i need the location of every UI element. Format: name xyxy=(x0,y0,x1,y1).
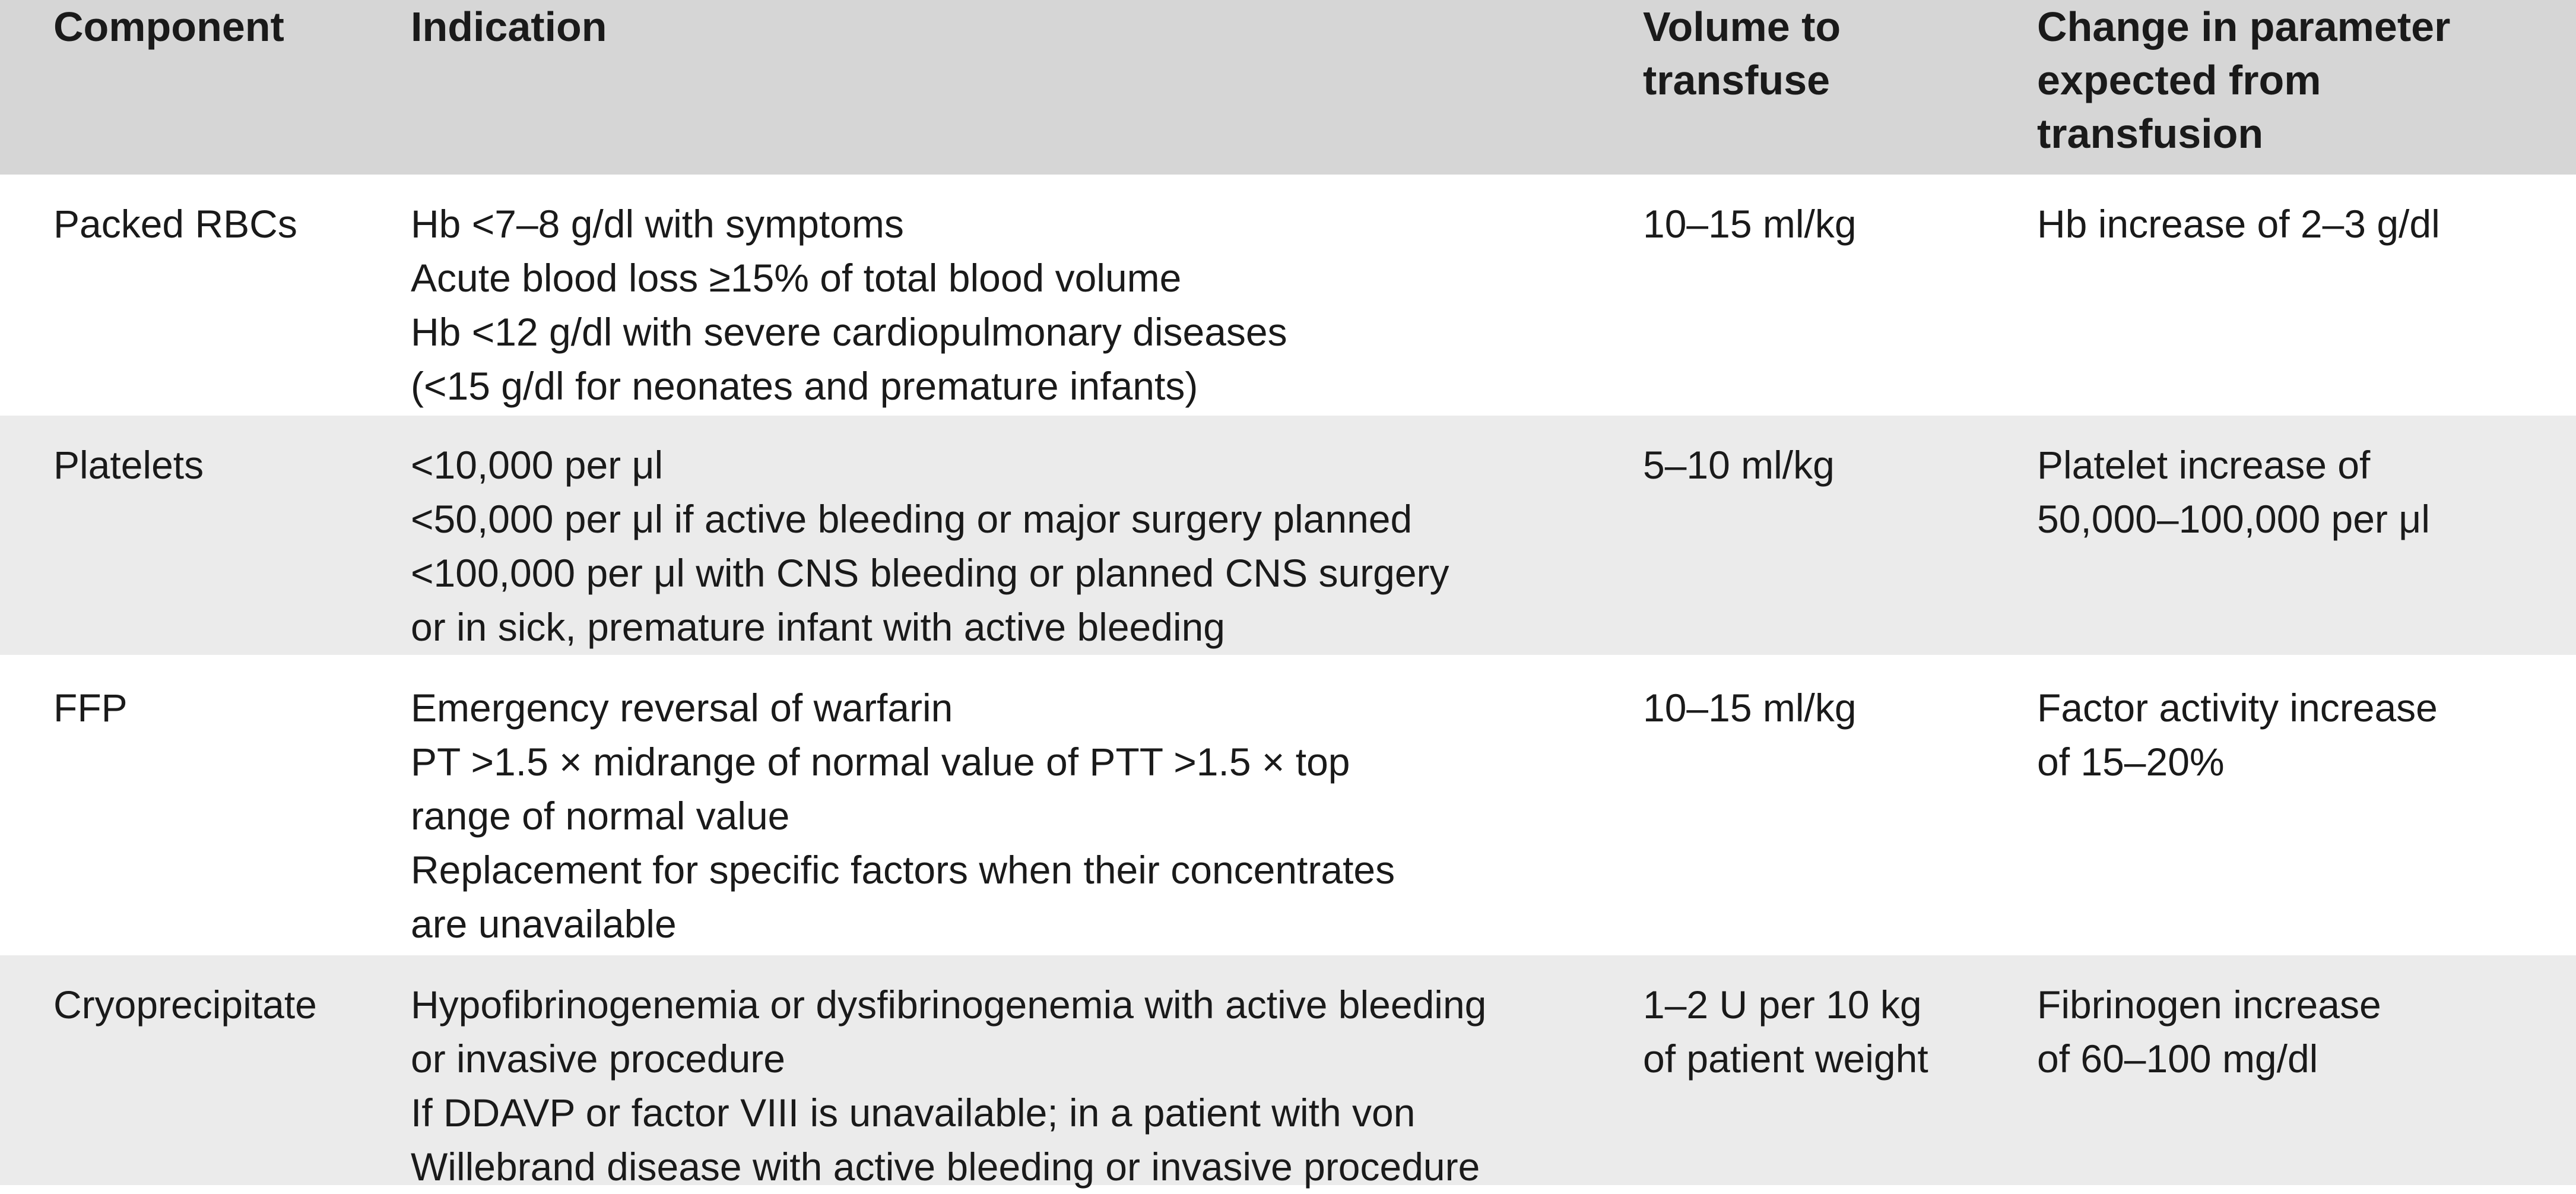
change-cell: Platelet increase of 50,000–100,000 per μl xyxy=(2037,443,2430,541)
change-cell: Hb increase of 2–3 g/dl xyxy=(2037,202,2440,246)
table-row xyxy=(0,175,2576,412)
indication-cell: <10,000 per μl <50,000 per μl if active bleeding or major surgery planned <100,000 per μl with CNS bleeding or planned CNS surgery or in sick, premature infant with active bleeding xyxy=(411,443,1449,649)
table-row xyxy=(0,416,2576,655)
indication-cell: Hb <7–8 g/dl with symptoms Acute blood loss ≥15% of total blood volume Hb <12 g/dl with severe cardiopulmonary diseases (<15 g/dl for neonates and premature infants) xyxy=(411,202,1287,408)
indication-cell: Hypofibrinogenemia or dysfibrinogenemia with active bleeding or invasive procedure If DDAVP or factor VIII is unavailable; in a patient with von Willebrand disease with active bleeding or invasive procedure xyxy=(411,983,1487,1189)
volume-cell: 10–15 ml/kg xyxy=(1643,202,1857,246)
header-component: Component xyxy=(53,4,284,50)
change-cell: Factor activity increase of 15–20% xyxy=(2037,686,2438,784)
component-cell: Cryoprecipitate xyxy=(53,983,317,1027)
volume-cell: 5–10 ml/kg xyxy=(1643,443,1835,487)
volume-cell: 1–2 U per 10 kg of patient weight xyxy=(1643,983,1928,1081)
component-cell: Packed RBCs xyxy=(53,202,297,246)
volume-cell: 10–15 ml/kg xyxy=(1643,686,1857,730)
table-header-row xyxy=(0,0,2576,175)
table-row xyxy=(0,955,2576,1189)
component-cell: Platelets xyxy=(53,443,204,487)
header-change: Change in parameter expected from transfusion xyxy=(2037,4,2451,157)
table-row xyxy=(0,658,2576,952)
change-cell: Fibrinogen increase of 60–100 mg/dl xyxy=(2037,983,2381,1081)
component-cell: FFP xyxy=(53,686,128,730)
header-indication: Indication xyxy=(411,4,607,50)
header-volume: Volume to transfuse xyxy=(1643,4,1841,103)
indication-cell: Emergency reversal of warfarin PT >1.5 × midrange of normal value of PTT >1.5 × top range of normal value Replacement for specific factors when their concentrates are unavailable xyxy=(411,686,1395,946)
